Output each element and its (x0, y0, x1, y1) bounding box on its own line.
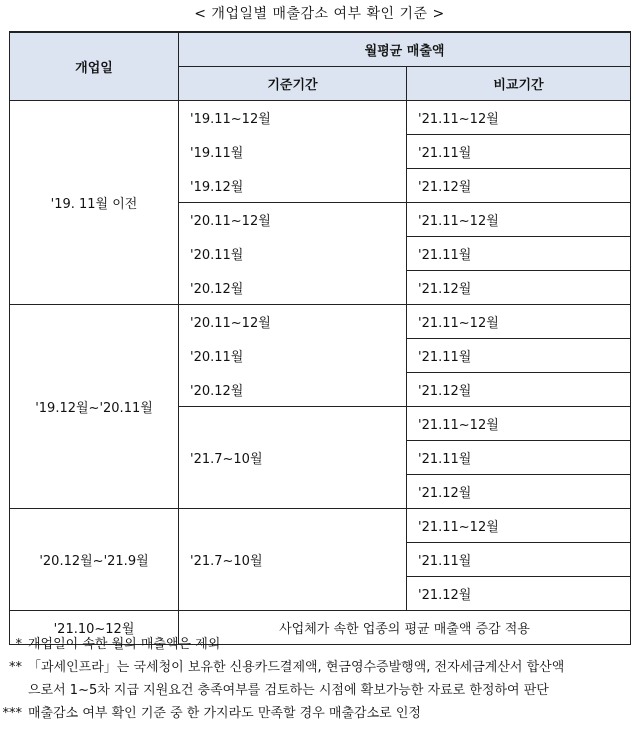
base-cell: '19.12월 (179, 169, 407, 203)
footnote-text: 매출감소 여부 확인 기준 중 한 가지라도 만족할 경우 매출감소로 인정 (28, 706, 421, 721)
footnote-2 (0, 656, 639, 679)
base-cell: '20.11~12월 (179, 203, 407, 237)
footnote-3 (0, 702, 639, 725)
base-cell: '20.11월 (179, 339, 407, 373)
kaeop-group-2: '19.12월~'20.11월 (10, 305, 179, 509)
compare-cell: '21.11~12월 (407, 101, 631, 135)
compare-cell: '21.12월 (407, 169, 631, 203)
header-base-period: 기준기간 (179, 67, 407, 101)
footnote-text: 개업일이 속한 월의 매출액은 제외 (28, 637, 221, 652)
header-compare-period: 비교기간 (407, 67, 631, 101)
compare-cell: '21.12월 (407, 271, 631, 305)
compare-cell: '21.11월 (407, 543, 631, 577)
compare-cell: '21.11~12월 (407, 305, 631, 339)
footnote-mark: ** (9, 660, 22, 675)
compare-cell: '21.12월 (407, 373, 631, 407)
kaeop-group-1: '19. 11월 이전 (10, 101, 179, 305)
kaeop-group-3: '20.12월~'21.9월 (10, 509, 179, 611)
kaeop-group-4: '21.10~12월 (10, 611, 179, 645)
header-kaeop: 개업일 (10, 32, 179, 101)
base-cell: '20.12월 (179, 271, 407, 305)
compare-cell: '21.11~12월 (407, 509, 631, 543)
compare-cell: '21.11월 (407, 237, 631, 271)
compare-cell: '21.11~12월 (407, 407, 631, 441)
base-cell: '19.11월 (179, 135, 407, 169)
base-cell: '20.11~12월 (179, 305, 407, 339)
footnote-1 (0, 633, 639, 656)
base-cell: '19.11~12월 (179, 101, 407, 135)
base-cell-merged: '21.7~10월 (179, 407, 407, 509)
compare-cell: '21.12월 (407, 577, 631, 611)
footnote-text: 「과세인프라」는 국세청이 보유한 신용카드결제액, 현금영수증발행액, 전자세금계산서 합산액 (28, 660, 565, 675)
compare-cell: '21.11월 (407, 135, 631, 169)
base-cell-merged: '21.7~10월 (179, 509, 407, 611)
compare-cell: '21.12월 (407, 475, 631, 509)
footnote-mark: *** (2, 706, 22, 721)
footnote-2-continued: 으로서 1~5차 지급 지원요건 충족여부를 검토하는 시점에 확보가능한 자료로 한정하여 판단 (28, 683, 549, 698)
compare-cell: '21.11월 (407, 339, 631, 373)
footnote-mark: * (15, 637, 22, 652)
industry-average-note: 사업체가 속한 업종의 평균 매출액 증감 적용 (179, 611, 631, 645)
compare-cell: '21.11~12월 (407, 203, 631, 237)
base-cell: '20.11월 (179, 237, 407, 271)
table-title: < 개업일별 매출감소 여부 확인 기준 > (194, 6, 445, 22)
compare-cell: '21.11월 (407, 441, 631, 475)
header-monthly-avg: 월평균 매출액 (179, 32, 631, 67)
base-cell: '20.12월 (179, 373, 407, 407)
footnotes (0, 633, 639, 725)
criteria-table (9, 31, 631, 645)
